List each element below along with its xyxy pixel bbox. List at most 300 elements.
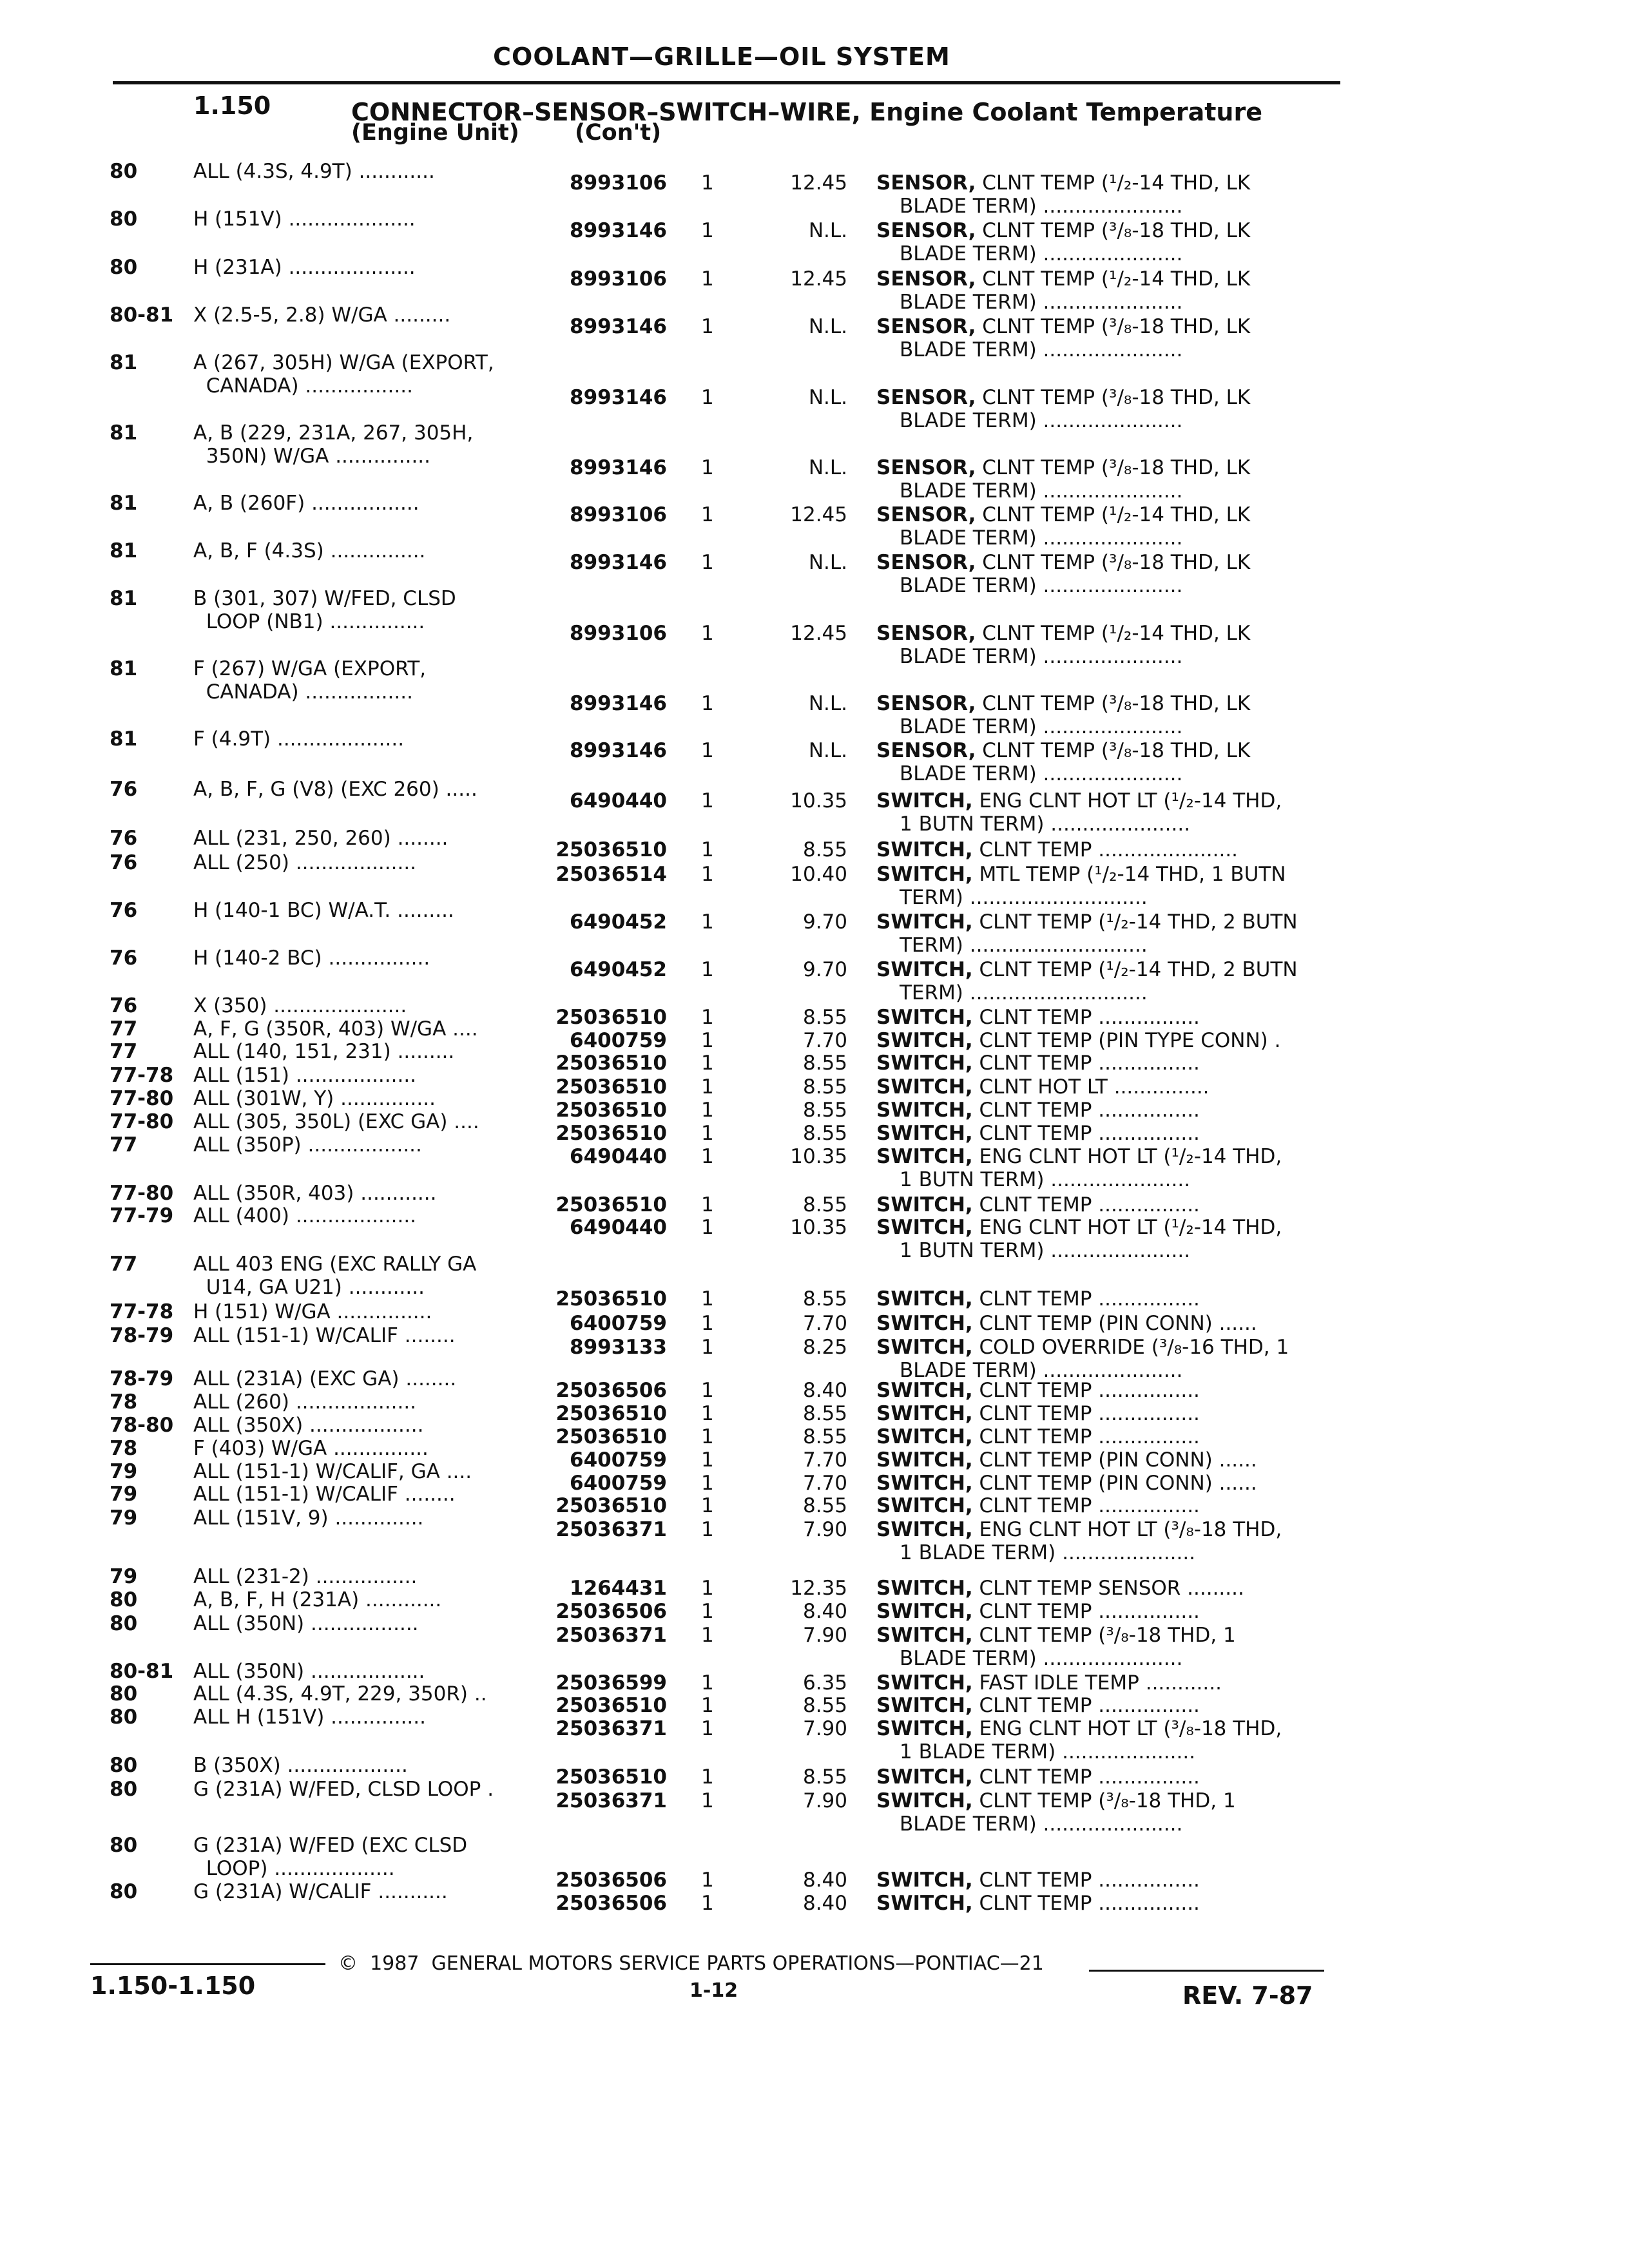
model-year: 81 <box>110 492 138 515</box>
application-line: ALL H (151V) ............... <box>193 1706 426 1729</box>
list-item <box>0 1612 1629 1670</box>
application-line: ALL (231A) (EXC GA) ........ <box>193 1367 457 1390</box>
quantity: 1 <box>701 1193 714 1216</box>
model-year: 78-79 <box>110 1367 174 1390</box>
description-line: SWITCH, CLNT TEMP SENSOR ......... <box>876 1577 1244 1600</box>
application-line: A, B, F, H (231A) ............ <box>193 1588 442 1611</box>
description-continuation: BLADE TERM) ...................... <box>900 291 1183 314</box>
price: 7.70 <box>802 1448 847 1472</box>
description-continuation: TERM) ............................ <box>900 981 1148 1004</box>
part-number: 25036510 <box>555 1122 667 1145</box>
price: 8.55 <box>802 1006 847 1029</box>
application-line: ALL (350R, 403) ............ <box>193 1182 437 1205</box>
application <box>193 1017 478 1041</box>
description-line: SWITCH, ENG CLNT HOT LT (¹/₂-14 THD, <box>876 1145 1282 1168</box>
application-line: CANADA) ................. <box>193 374 413 398</box>
model-year: 79 <box>110 1483 138 1506</box>
application-line: A (267, 305H) W/GA (EXPORT, <box>193 351 494 374</box>
description-line: SWITCH, CLNT TEMP (³/₈-18 THD, 1 <box>876 1624 1236 1647</box>
application <box>193 1390 416 1414</box>
description-line: SWITCH, MTL TEMP (¹/₂-14 THD, 1 BUTN <box>876 863 1286 886</box>
description-continuation: BLADE TERM) ...................... <box>900 242 1183 265</box>
footer-page-number: 1-12 <box>689 1979 738 2002</box>
description-continuation: BLADE TERM) ...................... <box>900 1812 1183 1836</box>
quantity: 1 <box>701 1075 714 1099</box>
footer-section-range: 1.150-1.150 <box>90 1972 256 2000</box>
application <box>193 1565 417 1588</box>
model-year: 76 <box>110 851 138 874</box>
application <box>193 851 416 874</box>
price: 12.35 <box>790 1577 847 1600</box>
part-number: 6400759 <box>570 1312 667 1335</box>
list-item <box>0 303 1629 361</box>
price: 8.55 <box>802 1287 847 1311</box>
price: 10.40 <box>790 863 847 886</box>
application-line: CANADA) ................. <box>193 680 413 704</box>
description <box>876 1518 1282 1564</box>
description-line: SENSOR, CLNT TEMP (³/₈-18 THD, LK <box>876 386 1251 409</box>
footer-rule-left <box>90 1963 325 1965</box>
application-line: X (2.5-5, 2.8) W/GA ......... <box>193 303 451 327</box>
description-continuation: 1 BLADE TERM) ..................... <box>900 1541 1196 1564</box>
model-year: 80 <box>110 1834 138 1857</box>
model-year: 81 <box>110 421 138 445</box>
description-continuation: BLADE TERM) ...................... <box>900 645 1183 668</box>
model-year: 77 <box>110 1017 138 1041</box>
application-line: G (231A) W/FED, CLSD LOOP . <box>193 1778 494 1801</box>
application <box>193 778 477 801</box>
application-line: ALL (151-1) W/CALIF ........ <box>193 1324 456 1347</box>
description-line: SWITCH, CLNT TEMP ................ <box>876 1052 1200 1075</box>
footer-copyright: © 1987 GENERAL MOTORS SERVICE PARTS OPERATIONS—PONTIAC—21 <box>338 1952 1044 1975</box>
price: 12.45 <box>790 267 847 291</box>
list-item <box>0 1204 1629 1262</box>
description-line: SWITCH, CLNT TEMP ................ <box>876 1765 1200 1789</box>
description <box>876 1789 1236 1836</box>
price: 7.90 <box>802 1717 847 1740</box>
quantity: 1 <box>701 1052 714 1075</box>
quantity: 1 <box>701 739 714 762</box>
application <box>193 1437 429 1460</box>
description-line: SWITCH, CLNT TEMP ................ <box>876 1869 1200 1892</box>
description-line: SENSOR, CLNT TEMP (³/₈-18 THD, LK <box>876 739 1251 762</box>
list-item <box>0 778 1629 836</box>
price: 8.55 <box>802 1052 847 1075</box>
model-year: 79 <box>110 1506 138 1530</box>
application <box>193 1706 426 1729</box>
price: 8.55 <box>802 1494 847 1517</box>
price: 12.45 <box>790 171 847 195</box>
part-number: 25036599 <box>555 1671 667 1695</box>
quantity: 1 <box>701 1425 714 1448</box>
quantity: 1 <box>701 1717 714 1740</box>
application <box>193 1133 422 1157</box>
model-year: 81 <box>110 351 138 374</box>
price: N.L. <box>808 456 847 479</box>
price: 8.55 <box>802 1765 847 1789</box>
application-line: F (4.9T) .................... <box>193 727 405 751</box>
model-year: 76 <box>110 827 138 850</box>
application <box>193 1253 476 1299</box>
footer-revision: REV. 7-87 <box>1182 1981 1313 2010</box>
price: 8.40 <box>802 1379 847 1402</box>
model-year: 76 <box>110 947 138 970</box>
price: 8.55 <box>802 1122 847 1145</box>
part-number: 8993146 <box>570 739 667 762</box>
application <box>193 657 426 704</box>
application-line: ALL (140, 151, 231) ......... <box>193 1040 455 1063</box>
description-continuation: TERM) ............................ <box>900 934 1148 957</box>
application <box>193 1367 456 1390</box>
part-number: 25036510 <box>555 1402 667 1425</box>
application-line: A, B, F (4.3S) ............... <box>193 539 426 562</box>
quantity: 1 <box>701 789 714 812</box>
description-continuation: BLADE TERM) ...................... <box>900 479 1183 503</box>
quantity: 1 <box>701 1789 714 1812</box>
description-continuation: BLADE TERM) ...................... <box>900 195 1183 218</box>
quantity: 1 <box>701 1216 714 1239</box>
section-subtitle-unit: (Engine Unit) <box>351 120 519 146</box>
application <box>193 587 456 633</box>
model-year: 80 <box>110 1612 138 1635</box>
application <box>193 1660 425 1683</box>
model-year: 80 <box>110 1588 138 1611</box>
application <box>193 421 473 468</box>
description-continuation: BLADE TERM) ...................... <box>900 409 1183 432</box>
part-number: 25036371 <box>555 1624 667 1647</box>
part-number: 6490452 <box>570 958 667 981</box>
part-number: 8993146 <box>570 692 667 715</box>
description-line: SWITCH, CLNT TEMP (PIN CONN) ...... <box>876 1312 1257 1335</box>
price: N.L. <box>808 692 847 715</box>
quantity: 1 <box>701 267 714 291</box>
price: 7.90 <box>802 1518 847 1541</box>
part-number: 8993106 <box>570 267 667 291</box>
description-line: SWITCH, CLNT TEMP (PIN TYPE CONN) . <box>876 1029 1281 1052</box>
model-year: 77-80 <box>110 1087 174 1110</box>
price: 7.90 <box>802 1789 847 1812</box>
application-line: H (140-1 BC) W/A.T. ......... <box>193 899 454 922</box>
application <box>193 994 407 1017</box>
application-line: A, B, F, G (V8) (EXC 260) ..... <box>193 778 477 801</box>
list-item <box>0 1253 1629 1311</box>
application <box>193 1612 419 1635</box>
model-year: 80 <box>110 160 138 183</box>
list-item <box>0 1506 1629 1564</box>
application <box>193 1087 436 1110</box>
description-continuation: 1 BLADE TERM) ..................... <box>900 1740 1196 1763</box>
application <box>193 207 416 231</box>
model-year: 77-80 <box>110 1110 174 1133</box>
application <box>193 1778 494 1801</box>
quantity: 1 <box>701 1312 714 1335</box>
part-number: 25036510 <box>555 838 667 861</box>
price: 12.45 <box>790 622 847 645</box>
application <box>193 539 425 562</box>
part-number: 25036510 <box>555 1694 667 1717</box>
price: 10.35 <box>790 1145 847 1168</box>
quantity: 1 <box>701 1624 714 1647</box>
quantity: 1 <box>701 1122 714 1145</box>
quantity: 1 <box>701 1006 714 1029</box>
description-line: SWITCH, CLNT TEMP (PIN CONN) ...... <box>876 1472 1257 1495</box>
part-number: 6490452 <box>570 910 667 934</box>
part-number: 25036506 <box>555 1869 667 1892</box>
model-year: 79 <box>110 1565 138 1588</box>
description-line: SWITCH, ENG CLNT HOT LT (³/₈-18 THD, <box>876 1717 1282 1740</box>
price: 8.55 <box>802 838 847 861</box>
price: 8.55 <box>802 1193 847 1216</box>
application <box>193 1324 456 1347</box>
application-line: ALL (350P) .................. <box>193 1133 422 1157</box>
model-year: 81 <box>110 539 138 562</box>
part-number: 8993146 <box>570 315 667 338</box>
price: 8.55 <box>802 1402 847 1425</box>
model-year: 77 <box>110 1133 138 1157</box>
application <box>193 160 435 183</box>
part-number: 8993106 <box>570 171 667 195</box>
list-item <box>0 587 1629 668</box>
part-number: 6400759 <box>570 1472 667 1495</box>
application <box>193 1834 467 1880</box>
description-line: SENSOR, CLNT TEMP (³/₈-18 THD, LK <box>876 315 1251 338</box>
application-line: B (301, 307) W/FED, CLSD <box>193 587 456 610</box>
price: 7.70 <box>802 1472 847 1495</box>
model-year: 80 <box>110 1706 138 1729</box>
model-year: 78 <box>110 1390 138 1414</box>
model-year: 77 <box>110 1040 138 1063</box>
description-line: SWITCH, CLNT TEMP ................ <box>876 1425 1200 1448</box>
application-line: H (151V) .................... <box>193 207 416 231</box>
description-line: SWITCH, CLNT TEMP ................ <box>876 1193 1200 1216</box>
model-year: 76 <box>110 994 138 1017</box>
description-line: SWITCH, CLNT TEMP ................ <box>876 1099 1200 1122</box>
application <box>193 827 448 850</box>
quantity: 1 <box>701 1671 714 1695</box>
price: N.L. <box>808 315 847 338</box>
price: 6.35 <box>802 1671 847 1695</box>
price: 9.70 <box>802 910 847 934</box>
model-year: 80 <box>110 1754 138 1777</box>
description-line: SENSOR, CLNT TEMP (¹/₂-14 THD, LK <box>876 267 1251 291</box>
application <box>193 303 450 327</box>
quantity: 1 <box>701 219 714 242</box>
part-number: 25036506 <box>555 1892 667 1915</box>
model-year: 80 <box>110 1778 138 1801</box>
part-number: 8993146 <box>570 551 667 574</box>
part-number: 6490440 <box>570 1145 667 1168</box>
quantity: 1 <box>701 1577 714 1600</box>
part-number: 25036371 <box>555 1717 667 1740</box>
quantity: 1 <box>701 1336 714 1359</box>
part-number: 25036510 <box>555 1494 667 1517</box>
description-line: SWITCH, CLNT TEMP ................ <box>876 1402 1200 1425</box>
application-line: ALL (151-1) W/CALIF ........ <box>193 1483 456 1506</box>
application-line: ALL (305, 350L) (EXC GA) .... <box>193 1110 479 1133</box>
price: 10.35 <box>790 1216 847 1239</box>
application-line: ALL (350N) .................. <box>193 1660 425 1683</box>
part-number: 8993106 <box>570 503 667 526</box>
application-line: F (267) W/GA (EXPORT, <box>193 657 427 680</box>
application-line: ALL (4.3S, 4.9T, 229, 350R) .. <box>193 1682 487 1706</box>
application-line: ALL (231-2) ................ <box>193 1565 418 1588</box>
part-number: 25036510 <box>555 1765 667 1789</box>
price: N.L. <box>808 219 847 242</box>
price: N.L. <box>808 739 847 762</box>
description-line: SENSOR, CLNT TEMP (¹/₂-14 THD, LK <box>876 171 1251 195</box>
application-line: A, B (260F) ................. <box>193 492 419 515</box>
quantity: 1 <box>701 1472 714 1495</box>
quantity: 1 <box>701 838 714 861</box>
price: 8.25 <box>802 1336 847 1359</box>
application-line: ALL (301W, Y) ............... <box>193 1087 436 1110</box>
application <box>193 947 430 970</box>
application-line: A, F, G (350R, 403) W/GA .... <box>193 1017 478 1041</box>
part-number: 6490440 <box>570 789 667 812</box>
quantity: 1 <box>701 456 714 479</box>
part-number: 25036510 <box>555 1052 667 1075</box>
model-year: 80 <box>110 1880 138 1903</box>
quantity: 1 <box>701 1694 714 1717</box>
model-year: 79 <box>110 1460 138 1483</box>
description-continuation: BLADE TERM) ...................... <box>900 526 1183 550</box>
application <box>193 1460 472 1483</box>
description-line: SWITCH, COLD OVERRIDE (³/₈-16 THD, 1 <box>876 1336 1289 1359</box>
application <box>193 1110 479 1133</box>
application-line: ALL (4.3S, 4.9T) ............ <box>193 160 435 183</box>
description-line: SENSOR, CLNT TEMP (³/₈-18 THD, LK <box>876 551 1251 574</box>
quantity: 1 <box>701 1600 714 1623</box>
list-item <box>0 1706 1629 1763</box>
application-line: ALL (231, 250, 260) ........ <box>193 827 448 850</box>
application-line: ALL (350N) ................. <box>193 1612 419 1635</box>
application-line: ALL (250) ................... <box>193 851 417 874</box>
model-year: 78-79 <box>110 1324 174 1347</box>
model-year: 76 <box>110 899 138 922</box>
application-line: F (403) W/GA ............... <box>193 1437 429 1460</box>
price: 9.70 <box>802 958 847 981</box>
model-year: 77 <box>110 1253 138 1276</box>
price: 8.40 <box>802 1600 847 1623</box>
application-line: ALL 403 ENG (EXC RALLY GA <box>193 1253 477 1276</box>
application-line: H (140-2 BC) ................ <box>193 947 430 970</box>
model-year: 80-81 <box>110 303 174 327</box>
description-continuation: 1 BUTN TERM) ...................... <box>900 812 1191 836</box>
list-item <box>0 160 1629 218</box>
description-line: SWITCH, ENG CLNT HOT LT (¹/₂-14 THD, <box>876 1216 1282 1239</box>
part-number: 25036510 <box>555 1425 667 1448</box>
application-line: ALL (151V, 9) .............. <box>193 1506 424 1530</box>
quantity: 1 <box>701 958 714 981</box>
application <box>193 727 404 751</box>
quantity: 1 <box>701 1099 714 1122</box>
section-title: CONNECTOR–SENSOR–SWITCH–WIRE, Engine Coolant Temperature <box>351 98 1262 126</box>
list-item <box>0 256 1629 314</box>
description-continuation: TERM) ............................ <box>900 886 1148 909</box>
list-item <box>0 1778 1629 1836</box>
model-year: 77-78 <box>110 1064 174 1087</box>
list-item <box>0 727 1629 785</box>
part-number: 8993146 <box>570 386 667 409</box>
list-item <box>0 1133 1629 1191</box>
application-line: G (231A) W/CALIF ........... <box>193 1880 448 1903</box>
model-year: 81 <box>110 587 138 610</box>
application <box>193 1182 436 1205</box>
application-line: 350N) W/GA ............... <box>193 445 431 468</box>
quantity: 1 <box>701 171 714 195</box>
description-line: SWITCH, CLNT TEMP (PIN CONN) ...... <box>876 1448 1257 1472</box>
application <box>193 1754 408 1777</box>
description-continuation: 1 BUTN TERM) ...................... <box>900 1239 1191 1262</box>
quantity: 1 <box>701 1869 714 1892</box>
quantity: 1 <box>701 1494 714 1517</box>
application <box>193 1414 423 1437</box>
description-continuation: BLADE TERM) ...................... <box>900 338 1183 361</box>
price: N.L. <box>808 386 847 409</box>
quantity: 1 <box>701 622 714 645</box>
model-year: 77-78 <box>110 1300 174 1323</box>
description-line: SWITCH, CLNT TEMP (¹/₂-14 THD, 2 BUTN <box>876 910 1298 934</box>
application <box>193 256 416 279</box>
part-number: 25036510 <box>555 1287 667 1311</box>
application-line: LOOP) ................... <box>193 1857 395 1880</box>
part-number: 6400759 <box>570 1448 667 1472</box>
list-item <box>0 947 1629 1004</box>
price: 8.40 <box>802 1892 847 1915</box>
application <box>193 351 494 398</box>
description-line: SWITCH, FAST IDLE TEMP ............ <box>876 1671 1222 1695</box>
quantity: 1 <box>701 1448 714 1472</box>
description-line: SWITCH, CLNT TEMP ................ <box>876 1006 1200 1029</box>
quantity: 1 <box>701 315 714 338</box>
description-continuation: BLADE TERM) ...................... <box>900 1359 1183 1382</box>
list-item <box>0 657 1629 738</box>
description-continuation: BLADE TERM) ...................... <box>900 715 1183 738</box>
description-line: SWITCH, CLNT TEMP ................ <box>876 1892 1200 1915</box>
model-year: 81 <box>110 727 138 751</box>
application <box>193 1483 456 1506</box>
description-line: SWITCH, CLNT TEMP (³/₈-18 THD, 1 <box>876 1789 1236 1812</box>
quantity: 1 <box>701 1402 714 1425</box>
application <box>193 1204 416 1227</box>
description-continuation: BLADE TERM) ...................... <box>900 762 1183 785</box>
application <box>193 1300 432 1323</box>
quantity: 1 <box>701 692 714 715</box>
section-number: 1.150 <box>193 91 271 120</box>
application <box>193 1506 423 1530</box>
application-line: H (151) W/GA ............... <box>193 1300 432 1323</box>
application-line: ALL (151-1) W/CALIF, GA .... <box>193 1460 472 1483</box>
application-line: ALL (350X) .................. <box>193 1414 424 1437</box>
price: 7.70 <box>802 1029 847 1052</box>
application <box>193 1880 448 1903</box>
application-line: H (231A) .................... <box>193 256 416 279</box>
list-item <box>0 1880 1629 1927</box>
model-year: 80 <box>110 256 138 279</box>
price: 7.70 <box>802 1312 847 1335</box>
application-line: ALL (260) ................... <box>193 1390 417 1414</box>
description-line: SENSOR, CLNT TEMP (¹/₂-14 THD, LK <box>876 503 1251 526</box>
description-line: SWITCH, CLNT TEMP ................ <box>876 1494 1200 1517</box>
application-line: G (231A) W/FED (EXC CLSD <box>193 1834 468 1857</box>
application <box>193 492 419 515</box>
application-line: ALL (400) ................... <box>193 1204 417 1227</box>
description-line: SENSOR, CLNT TEMP (¹/₂-14 THD, LK <box>876 622 1251 645</box>
quantity: 1 <box>701 1518 714 1541</box>
model-year: 78-80 <box>110 1414 174 1437</box>
quantity: 1 <box>701 863 714 886</box>
list-item <box>0 851 1629 909</box>
